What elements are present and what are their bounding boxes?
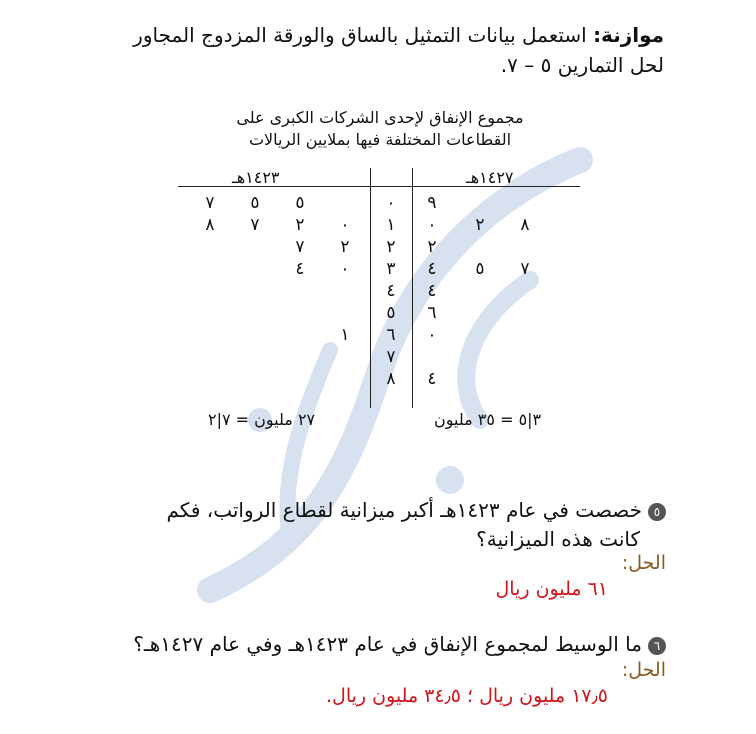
plot-leaf-right: ٦ <box>427 303 437 323</box>
question-5-number: ٥ <box>648 503 666 521</box>
question-5-answer: ٦١ مليون ريال <box>495 578 608 600</box>
plot-leaf-left: ٧ <box>295 237 305 257</box>
intro-text <box>64 20 664 80</box>
plot-leaf-left: ٨ <box>205 215 215 235</box>
plot-leaf-left: ٧ <box>250 215 260 235</box>
plot-leaf-left: ٥ <box>295 193 305 213</box>
plot-caption-line2: القطاعات المختلفة فيها بملايين الريالات <box>248 130 512 149</box>
question-5-line1: خصصت في عام ١٤٢٣هـ أكبر ميزانية لقطاع الرواتب، فكم <box>166 498 642 522</box>
plot-stem-divider-right <box>412 168 413 408</box>
plot-caption-line1: مجموع الإنفاق لإحدى الشركات الكبرى على <box>236 108 524 127</box>
plot-leaf-right: ٠ <box>427 325 437 345</box>
plot-leaf-left: ٥ <box>250 193 260 213</box>
plot-header-left: ١٤٢٣هـ <box>232 168 280 187</box>
intro-lead: موازنة: <box>593 23 664 47</box>
plot-stem: ٢ <box>386 237 396 257</box>
plot-leaf-left: ٢ <box>340 237 350 257</box>
intro-line2: لحل التمارين ٥ – ٧. <box>500 53 664 77</box>
question-5-solution-label: الحل: <box>621 552 666 574</box>
plot-leaf-right: ٨ <box>520 215 530 235</box>
plot-leaf-left: ٢ <box>295 215 305 235</box>
plot-leaf-right: ٢ <box>427 237 437 257</box>
plot-header-right: ١٤٢٧هـ <box>466 168 514 187</box>
plot-leaf-right: ٧ <box>520 259 530 279</box>
plot-header-rule <box>178 186 580 187</box>
question-5 <box>66 496 666 554</box>
plot-stem: ٤ <box>386 281 396 301</box>
plot-leaf-right: ٥ <box>475 259 485 279</box>
plot-leaf-left: ١ <box>340 325 350 345</box>
question-6-answer: ١٧٫٥ مليون ريال ؛ ٣٤٫٥ مليون ريال. <box>326 685 608 707</box>
plot-leaf-right: ٠ <box>427 215 437 235</box>
plot-stem: ٨ <box>386 369 396 389</box>
plot-stem: ٧ <box>386 347 396 367</box>
plot-leaf-left: ٤ <box>295 259 305 279</box>
plot-leaf-left: ٠ <box>340 259 350 279</box>
plot-stem: ١ <box>386 215 396 235</box>
question-5-line2: كانت هذه الميزانية؟ <box>476 527 640 551</box>
plot-key-left: ٢٧ مليون = ٧|٢ <box>208 410 316 429</box>
plot-leaf-right: ٩ <box>427 193 437 213</box>
plot-leaf-right: ٤ <box>427 259 437 279</box>
question-6-number: ٦ <box>648 637 666 655</box>
plot-leaf-left: ٧ <box>205 193 215 213</box>
plot-stem: ٠ <box>386 193 396 213</box>
question-6 <box>66 630 666 659</box>
plot-leaf-right: ٢ <box>475 215 485 235</box>
plot-leaf-right: ٤ <box>427 369 437 389</box>
question-6-line1: ما الوسيط لمجموع الإنفاق في عام ١٤٢٣هـ وفي عام ١٤٢٧هـ؟ <box>133 632 642 656</box>
plot-leaf-left: ٠ <box>340 215 350 235</box>
plot-stem: ٦ <box>386 325 396 345</box>
intro-line1: استعمل بيانات التمثيل بالساق والورقة المزدوج المجاور <box>133 23 587 47</box>
plot-leaf-right: ٤ <box>427 281 437 301</box>
plot-stem-divider-left <box>370 168 371 408</box>
plot-stem: ٣ <box>386 259 396 279</box>
question-6-solution-label: الحل: <box>621 659 666 681</box>
plot-stem: ٥ <box>386 303 396 323</box>
plot-key-right: ٣|٥ = ٣٥ مليون <box>434 410 542 429</box>
